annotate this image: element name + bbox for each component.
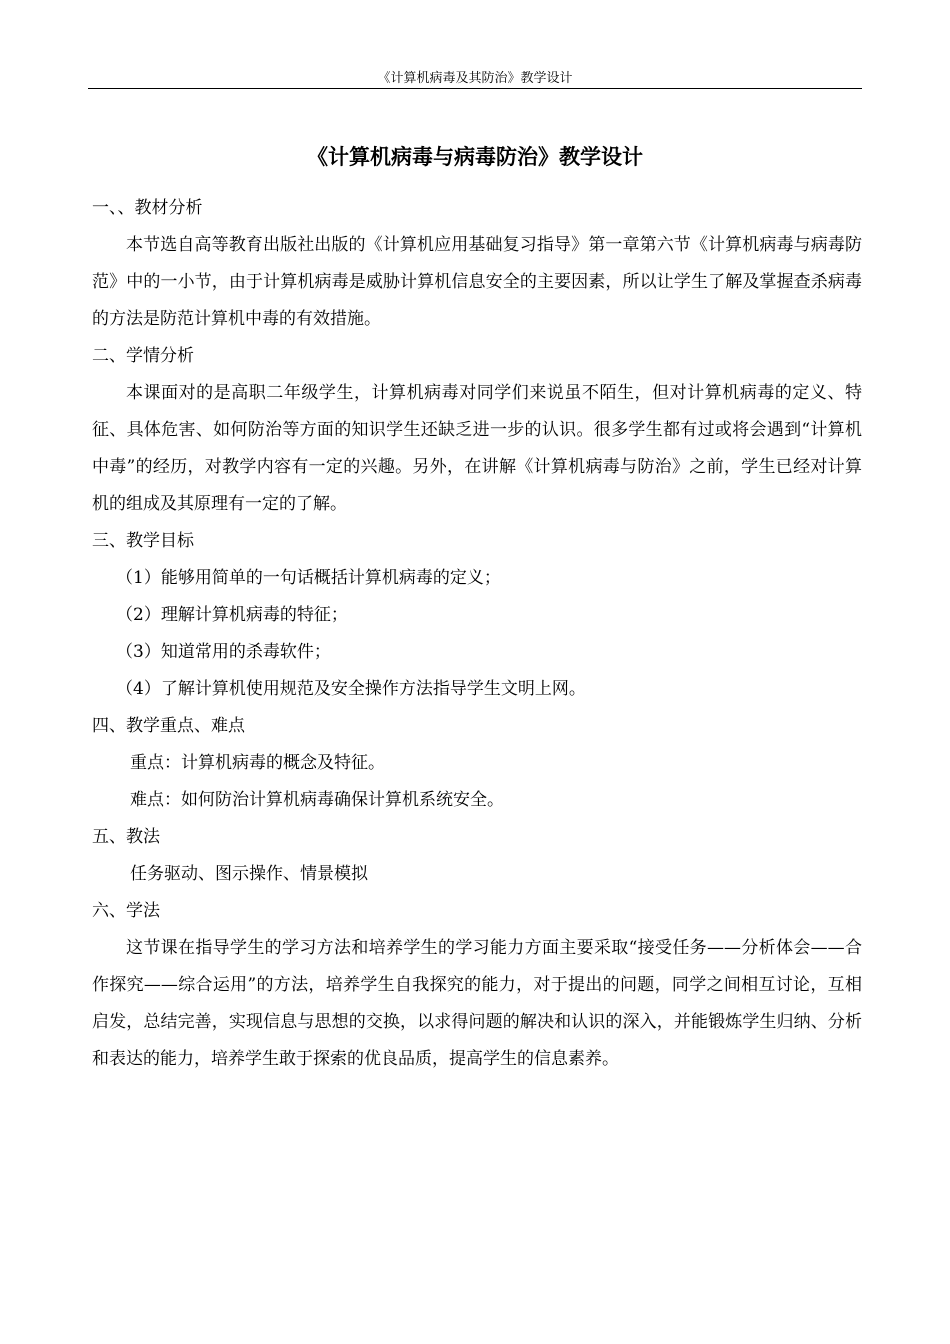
header-rule	[88, 88, 862, 89]
section-paragraph-student-analysis: 本课面对的是高职二年级学生，计算机病毒对同学们来说虽不陌生，但对计算机病毒的定义、特征、具体危害、如何防治等方面的知识学生还缺乏进一步的认识。很多学生都有过或将会遇到“计算机中毒”的经历，对教学内容有一定的兴趣。另外，在讲解《计算机病毒与防治》之前，学生已经对计算机的组成及其原理有一定的了解。	[92, 383, 862, 514]
document-body	[92, 190, 862, 1078]
difficult-point: 难点：如何防治计算机病毒确保计算机系统安全。	[130, 790, 504, 810]
goal-item: （4）了解计算机使用规范及安全操作方法指导学生文明上网。	[116, 679, 586, 699]
section-heading-textbook-analysis: 一、、教材分析	[92, 198, 203, 218]
section-heading-student-analysis: 二、学情分析	[92, 346, 194, 366]
section-paragraph-learning-methods: 这节课在指导学生的学习方法和培养学生的学习能力方面主要采取“接受任务——分析体会——合作探究——综合运用”的方法，培养学生自我探究的能力，对于提出的问题，同学之间相互讨论，互相启发，总结完善，实现信息与思想的交换，以求得问题的解决和认识的深入，并能锻炼学生归纳、分析和表达的能力，培养学生敢于探索的优良品质，提高学生的信息素养。	[92, 938, 862, 1069]
goal-item: （3）知道常用的杀毒软件；	[116, 642, 331, 662]
section-paragraph-textbook-analysis: 本节选自高等教育出版社出版的《计算机应用基础复习指导》第一章第六节《计算机病毒与病毒防范》中的一小节，由于计算机病毒是威胁计算机信息安全的主要因素，所以让学生了解及掌握查杀病毒的方法是防范计算机中毒的有效措施。	[92, 235, 862, 329]
goal-item: （2）理解计算机病毒的特征；	[116, 605, 348, 625]
key-point: 重点：计算机病毒的概念及特征。	[130, 753, 385, 773]
document-title: 《计算机病毒与病毒防治》教学设计	[307, 145, 643, 169]
section-heading-teaching-methods: 五、教法	[92, 827, 160, 847]
teaching-methods-text: 任务驱动、图示操作、情景模拟	[130, 864, 368, 884]
running-header: 《计算机病毒及其防治》教学设计	[377, 71, 573, 86]
goal-item: （1）能够用简单的一句话概括计算机病毒的定义；	[116, 568, 501, 588]
section-heading-key-points: 四、教学重点、难点	[92, 716, 245, 736]
section-heading-learning-methods: 六、学法	[92, 901, 160, 921]
section-heading-teaching-goals: 三、教学目标	[92, 531, 194, 551]
